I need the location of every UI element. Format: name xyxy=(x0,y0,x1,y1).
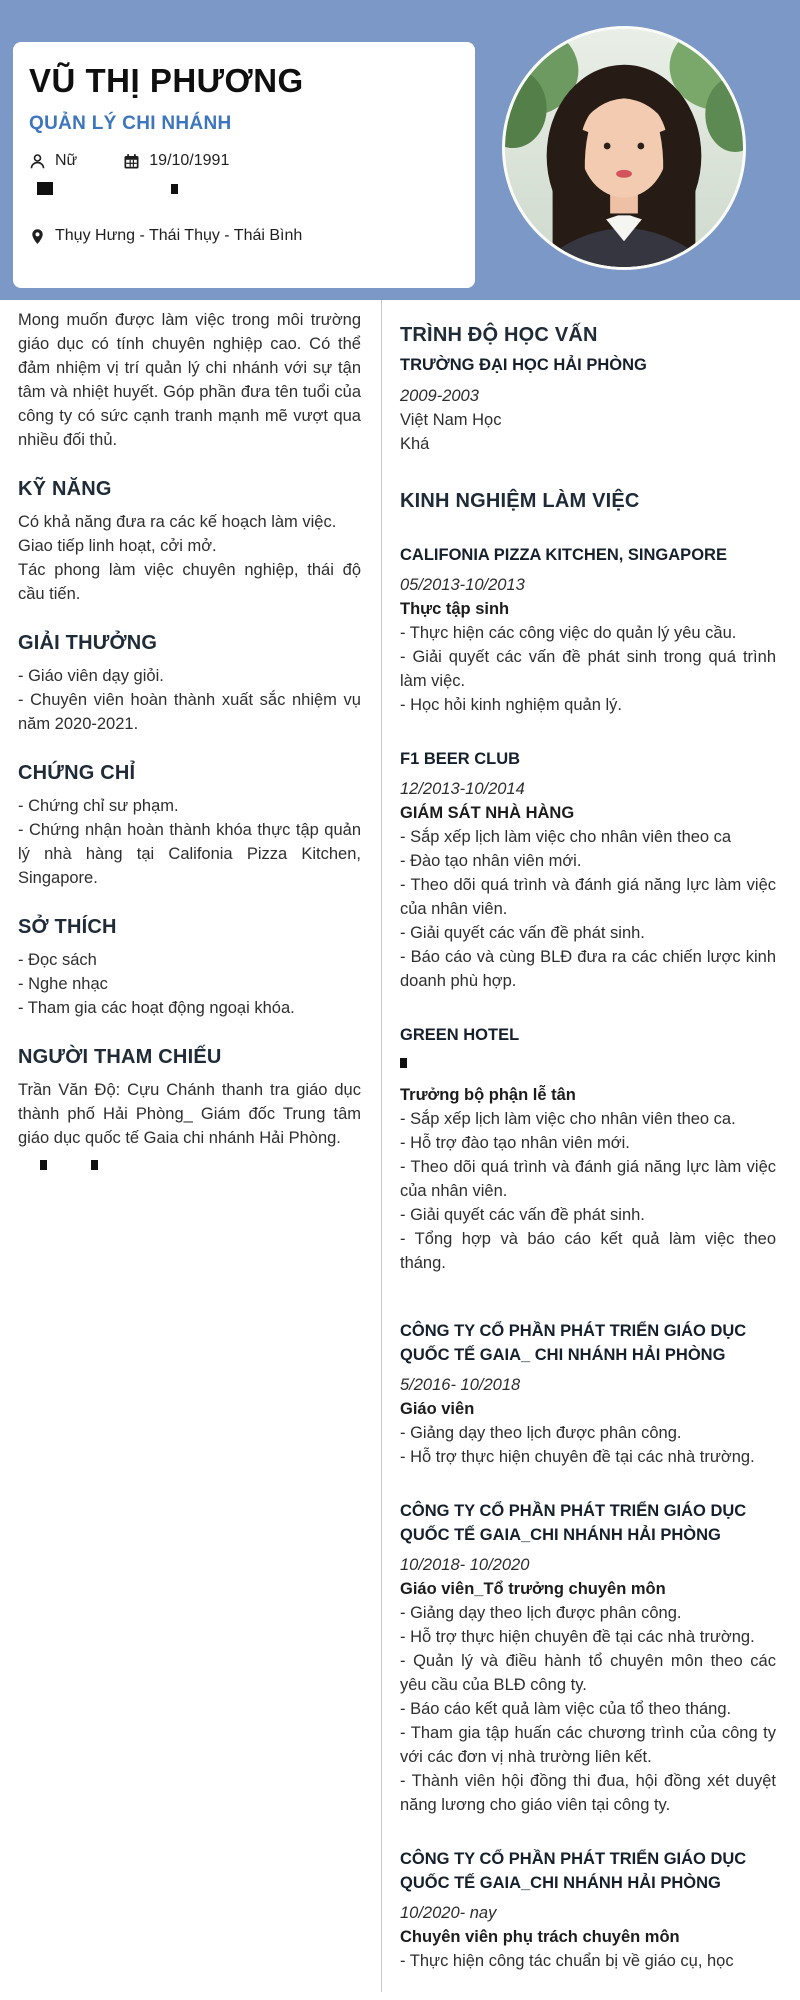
job-bullet: - Theo dõi quá trình và đánh giá năng lực làm việc của nhân viên. xyxy=(400,876,776,918)
job-entry-3 xyxy=(400,1023,776,1275)
address-item xyxy=(29,227,453,245)
reference-text: Trần Văn Độ: Cựu Chánh thanh tra giáo dục thành phố Hải Phòng_ Giám đốc Trung tâm giáo dục quốc tế Gaia chi nhánh Hải Phòng. xyxy=(18,1081,361,1147)
award-line: - Giáo viên dạy giỏi. xyxy=(18,667,164,685)
education-grade: Khá xyxy=(400,435,430,453)
header-card xyxy=(13,42,475,288)
cv-body xyxy=(0,300,800,1992)
job-bullet: - Giảng dạy theo lịch được phân công. xyxy=(400,1424,682,1442)
location-icon xyxy=(29,228,46,245)
profile-photo-illustration xyxy=(505,29,743,267)
redacted-phone xyxy=(37,182,53,195)
education-period: 2009-2003 xyxy=(400,387,479,405)
person-icon xyxy=(29,153,46,170)
candidate-title: QUẢN LÝ CHI NHÁNH xyxy=(29,113,232,134)
job-bullet: - Sắp xếp lịch làm việc cho nhân viên theo ca xyxy=(400,828,732,846)
hobby-line: - Đọc sách xyxy=(18,951,97,969)
job-bullet: - Giải quyết các vấn đề phát sinh. xyxy=(400,1206,645,1224)
job-bullet: - Hỗ trợ thực hiện chuyên đề tại các nhà trường. xyxy=(400,1628,755,1646)
hobby-line: - Tham gia các hoạt động ngoại khóa. xyxy=(18,999,295,1017)
job-entry-1 xyxy=(400,543,776,717)
redacted-contact-row xyxy=(29,182,453,195)
candidate-name: VŨ THỊ PHƯƠNG xyxy=(29,62,304,99)
redacted-job-period xyxy=(400,1055,776,1073)
redacted-bar xyxy=(400,1058,407,1068)
right-column xyxy=(382,300,800,1973)
redacted-reference-contact-row xyxy=(18,1160,361,1170)
section-heading-skills: KỸ NĂNG xyxy=(18,478,112,500)
birthdate-value: 19/10/1991 xyxy=(149,152,230,169)
job-employer: CÔNG TY CỔ PHẦN PHÁT TRIỂN GIÁO DỤC QUỐC TẾ GAIA_CHI NHÁNH HẢI PHÒNG xyxy=(400,1850,747,1892)
certificate-line: - Chứng nhận hoàn thành khóa thực tập quản lý nhà hàng tại Califonia Pizza Kitchen, Singapore. xyxy=(18,821,361,887)
job-bullet: - Đào tạo nhân viên mới. xyxy=(400,852,582,870)
job-role: Trưởng bộ phận lễ tân xyxy=(400,1086,576,1104)
job-bullet: - Học hỏi kinh nghiệm quản lý. xyxy=(400,696,622,714)
job-bullet: - Báo cáo và cùng BLĐ đưa ra các chiến lược kinh doanh phù hợp. xyxy=(400,948,776,990)
job-bullet: - Thực hiện công tác chuẩn bị về giáo cụ, học xyxy=(400,1952,734,1970)
job-role: GIÁM SÁT NHÀ HÀNG xyxy=(400,804,575,822)
job-bullet: - Giải quyết các vấn đề phát sinh trong quá trình làm việc. xyxy=(400,648,776,690)
job-bullet: - Tổng hợp và báo cáo kết quả làm việc theo tháng. xyxy=(400,1230,776,1272)
section-heading-experience: KINH NGHIỆM LÀM VIỆC xyxy=(400,490,640,512)
personal-info-row xyxy=(29,152,453,170)
education-major: Việt Nam Học xyxy=(400,411,502,429)
award-line: - Chuyên viên hoàn thành xuất sắc nhiệm vụ năm 2020-2021. xyxy=(18,691,361,733)
skills-line: Giao tiếp linh hoạt, cởi mở. xyxy=(18,537,217,555)
job-bullet: - Báo cáo kết quả làm việc của tổ theo tháng. xyxy=(400,1700,732,1718)
job-bullet: - Quản lý và điều hành tổ chuyên môn theo các yêu cầu của BLĐ công ty. xyxy=(400,1652,776,1694)
job-bullet: - Giảng dạy theo lịch được phân công. xyxy=(400,1604,682,1622)
job-bullet: - Sắp xếp lịch làm việc cho nhân viên theo ca. xyxy=(400,1110,736,1128)
job-period: 5/2016- 10/2018 xyxy=(400,1376,521,1394)
job-bullet: - Theo dõi quá trình và đánh giá năng lực làm việc của nhân viên. xyxy=(400,1158,776,1200)
job-bullet: - Giải quyết các vấn đề phát sinh. xyxy=(400,924,645,942)
redacted-email xyxy=(171,184,178,194)
left-column xyxy=(0,300,381,1170)
summary-text: Mong muốn được làm việc trong môi trường giáo dục có tính chuyên nghiệp cao. Có thể đảm nhiệm vị trí quản lý chi nhánh với sự tận tâm và nhiệt huyết. Góp phần đưa tên tuổi của công ty có sức cạnh tranh mạnh mẽ vượt qua nhiều đối thủ. xyxy=(18,311,361,449)
job-period: 10/2018- 10/2020 xyxy=(400,1556,530,1574)
education-school: TRƯỜNG ĐẠI HỌC HẢI PHÒNG xyxy=(400,356,647,374)
certificate-line: - Chứng chỉ sư phạm. xyxy=(18,797,179,815)
gender-item xyxy=(29,152,77,170)
job-role: Chuyên viên phụ trách chuyên môn xyxy=(400,1928,680,1946)
job-role: Giáo viên_Tổ trưởng chuyên môn xyxy=(400,1580,666,1598)
job-employer: CÔNG TY CỔ PHẦN PHÁT TRIỂN GIÁO DỤC QUỐC TẾ GAIA_ CHI NHÁNH HẢI PHÒNG xyxy=(400,1322,747,1364)
redacted-reference-phone xyxy=(40,1160,47,1170)
job-period: 10/2020- nay xyxy=(400,1904,497,1922)
job-employer: GREEN HOTEL xyxy=(400,1026,520,1044)
calendar-icon xyxy=(123,153,140,170)
job-period: 12/2013-10/2014 xyxy=(400,780,525,798)
hobby-line: - Nghe nhạc xyxy=(18,975,108,993)
job-bullet: - Thành viên hội đồng thi đua, hội đồng xét duyệt năng lương cho giáo viên tại công ty. xyxy=(400,1772,776,1814)
job-employer: CALIFONIA PIZZA KITCHEN, SINGAPORE xyxy=(400,546,727,564)
gender-value: Nữ xyxy=(55,152,78,169)
job-period: 05/2013-10/2013 xyxy=(400,576,525,594)
skills-line: Tác phong làm việc chuyên nghiệp, thái độ cầu tiến. xyxy=(18,561,361,603)
section-heading-hobbies: SỞ THÍCH xyxy=(18,916,117,938)
job-role: Giáo viên xyxy=(400,1400,475,1418)
job-bullet: - Hỗ trợ thực hiện chuyên đề tại các nhà trường. xyxy=(400,1448,755,1466)
profile-photo xyxy=(502,26,746,270)
job-bullet: - Tham gia tập huấn các chương trình của công ty với các đơn vị nhà trường liên kết. xyxy=(400,1724,776,1766)
job-entry-2 xyxy=(400,747,776,993)
section-heading-education: TRÌNH ĐỘ HỌC VẤN xyxy=(400,324,598,346)
job-entry-6 xyxy=(400,1847,776,1973)
job-bullet: - Thực hiện các công việc do quản lý yêu cầu. xyxy=(400,624,737,642)
section-heading-certificates: CHỨNG CHỈ xyxy=(18,762,136,784)
job-bullet: - Hỗ trợ đào tạo nhân viên mới. xyxy=(400,1134,630,1152)
job-employer: CÔNG TY CỔ PHẦN PHÁT TRIỂN GIÁO DỤC QUỐC TẾ GAIA_CHI NHÁNH HẢI PHÒNG xyxy=(400,1502,747,1544)
job-employer: F1 BEER CLUB xyxy=(400,750,521,768)
job-entry-4 xyxy=(400,1319,776,1469)
skills-line: Có khả năng đưa ra các kế hoạch làm việc. xyxy=(18,513,337,531)
section-heading-awards: GIẢI THƯỞNG xyxy=(18,632,158,654)
redacted-reference-email xyxy=(91,1160,98,1170)
birthdate-item xyxy=(123,152,229,170)
job-role: Thực tập sinh xyxy=(400,600,510,618)
job-entry-5 xyxy=(400,1499,776,1817)
section-heading-references: NGƯỜI THAM CHIẾU xyxy=(18,1046,222,1068)
address-value: Thụy Hưng - Thái Thụy - Thái Bình xyxy=(55,227,303,244)
